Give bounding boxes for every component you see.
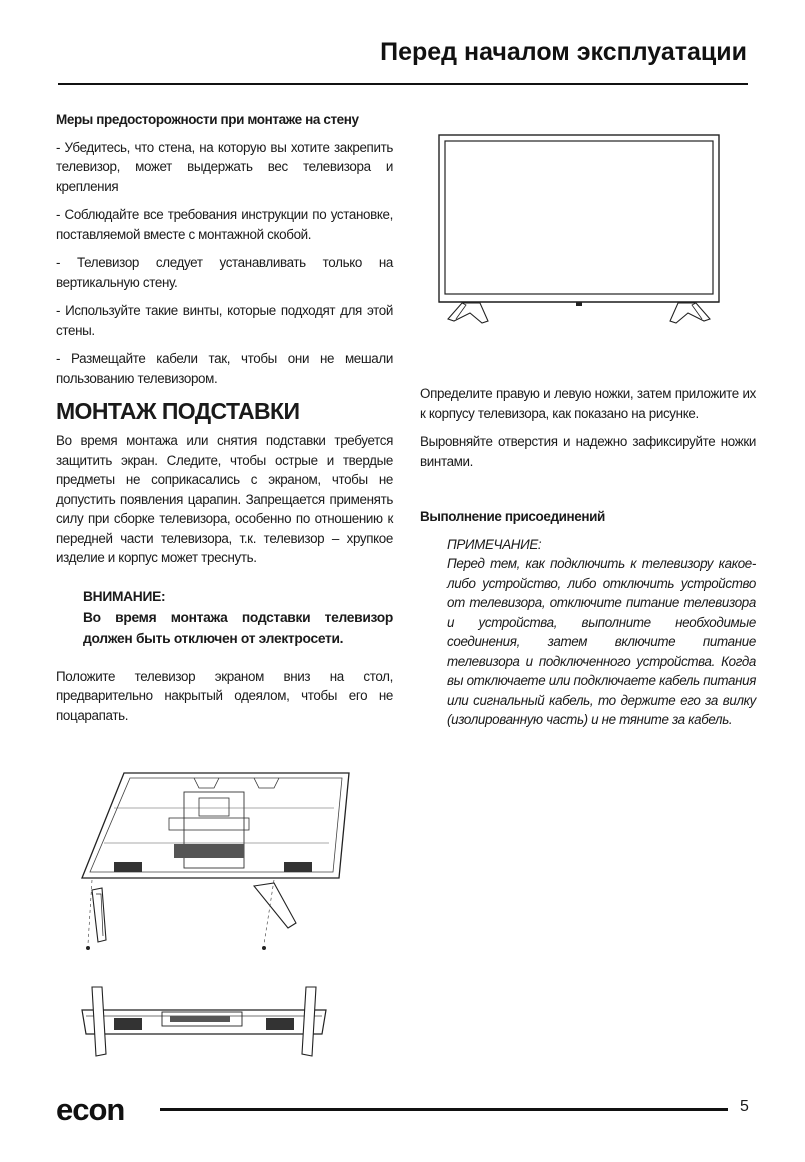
econ-logo (56, 1093, 146, 1127)
stand-mount-heading: МОНТАЖ ПОДСТАВКИ (56, 398, 300, 424)
tv-bottom-view-illustration (74, 982, 336, 1060)
tv-back-stand-illustration (74, 768, 354, 958)
place-tv-text: Положите телевизор экраном вниз на стол, предварительно накрытый одеялом, чтобы его не поцарапать. (56, 668, 393, 723)
wall-mount-item: - Используйте такие винты, которые подходят для этой стены. (56, 303, 393, 338)
title-divider (58, 83, 748, 85)
page-title: Перед началом эксплуатации (380, 38, 747, 66)
wall-mount-item: - Убедитесь, что стена, на которую вы хотите закрепить телевизор, может выдержать вес телевизора и крепления (56, 139, 393, 194)
note-block (447, 535, 756, 730)
note-label: ПРИМЕЧАНИЕ: (447, 536, 542, 552)
page-number: 5 (740, 1098, 749, 1115)
legs-text: Определите правую и левую ножки, затем приложите их к корпусу телевизора, как показано на рисунке. (420, 386, 756, 421)
warning-block (83, 586, 393, 649)
note-text: Перед тем, как подключить к телевизору какое-либо устройство, либо отключить устройство от телевизора, отключите питание телевизора и устройства, выполните необходимые соединения, затем включите питание телевизора и подключенного устройства. Когда вы отключаете или подключаете кабель питания или сигнальный кабель, то держите его за вилку (изолированную часть) и не тяните за кабель. (447, 556, 756, 727)
left-column (56, 110, 393, 734)
stand-mount-intro: Во время монтажа или снятия подставки требуется защитить экран. Следите, чтобы острые и твердые предметы не соприкасались с экраном, чтобы не допустить появления царапин. Запрещается применять силу при сборке телевизора, особенно по отношению к передней части телевизора, т.к. телевизор – хрупкое изделие и корпус может треснуть. (56, 433, 393, 565)
wall-mount-heading: Меры предосторожности при монтаже на стену (56, 112, 359, 127)
econ-logo-text: econ (56, 1093, 125, 1127)
warning-text: Во время монтажа подставки телевизор должен быть отключен от электросети. (83, 609, 393, 646)
wall-mount-item: - Соблюдайте все требования инструкции по установке, поставляемой вместе с монтажной скобой. (56, 207, 393, 242)
footer-divider (160, 1108, 728, 1111)
connections-heading: Выполнение присоединений (420, 509, 605, 524)
right-column (420, 384, 756, 730)
wall-mount-item: - Размещайте кабели так, чтобы они не мешали пользованию телевизором. (56, 351, 393, 386)
screws-text: Выровняйте отверстия и надежно зафиксируйте ножки винтами. (420, 434, 756, 469)
warning-label: ВНИМАНИЕ: (83, 588, 166, 604)
tv-front-illustration (436, 133, 722, 328)
wall-mount-item: - Телевизор следует устанавливать только на вертикальную стену. (56, 255, 393, 290)
